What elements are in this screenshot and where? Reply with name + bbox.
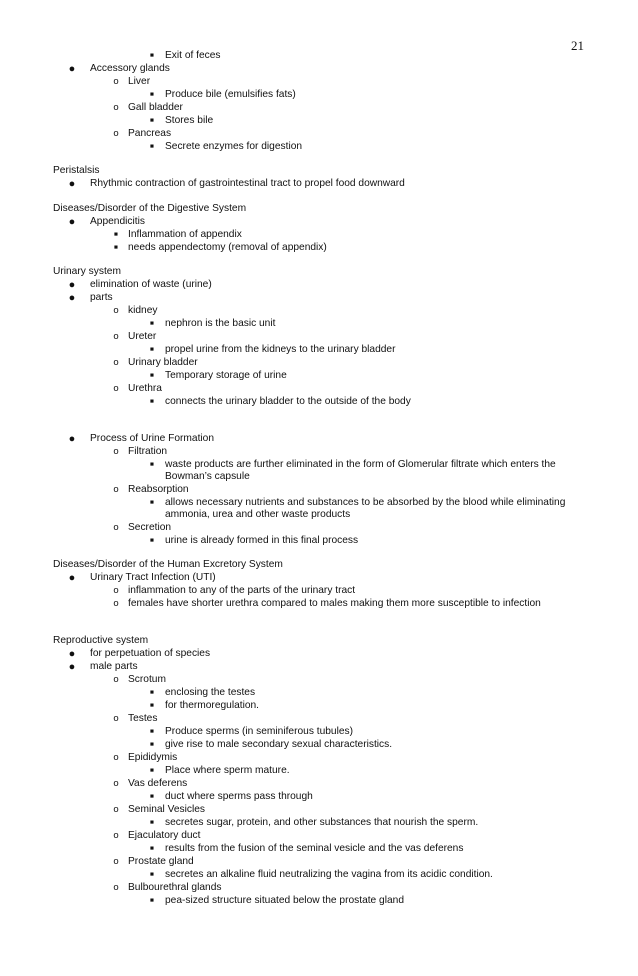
list-item-text: Liver [128,76,151,87]
list-item-text: pea-sized structure situated below the prostate gland [165,895,404,906]
section-heading: Urinary system [53,266,121,277]
square-bullet-icon: ■ [150,461,154,468]
list-item-text: Prostate gland [128,856,194,867]
list-item-text: elimination of waste (urine) [90,279,212,290]
list-item-text: Stores bile [165,115,214,126]
list-item-text: for perpetuation of species [90,648,211,659]
list-item-text: waste products are further eliminated in the form of Glomerular filtrate which enters the [165,459,556,470]
circle-bullet-icon: o [113,331,119,342]
list-item-text: Urethra [128,383,162,394]
circle-bullet-icon: o [113,674,119,685]
list-item-text: secretes sugar, protein, and other substances that nourish the sperm. [165,817,479,828]
list-item-text: Reabsorption [128,484,189,495]
square-bullet-icon: ■ [150,871,154,878]
list-item-text: Testes [128,713,158,724]
bullet-icon: ● [68,661,76,673]
bullet-icon: ● [68,433,76,445]
list-item-text: ammonia, urea and other waste products [165,509,351,520]
list-item-text: Ejaculatory duct [128,830,201,841]
square-bullet-icon: ■ [150,702,154,709]
bullet-icon: ● [68,279,76,291]
square-bullet-icon: ■ [150,793,154,800]
circle-bullet-icon: o [113,357,119,368]
list-item-text: Process of Urine Formation [90,433,214,444]
circle-bullet-icon: o [113,446,119,457]
square-bullet-icon: ■ [150,728,154,735]
square-bullet-icon: ■ [114,231,118,238]
list-item-text: Accessory glands [90,63,170,74]
circle-bullet-icon: o [113,804,119,815]
square-bullet-icon: ■ [150,143,154,150]
circle-bullet-icon: o [113,830,119,841]
list-item-text: male parts [90,661,138,672]
square-bullet-icon: ■ [150,897,154,904]
list-item-text: Epididymis [128,752,178,763]
list-item-text: Vas deferens [128,778,188,789]
list-item-text: parts [90,292,113,303]
bullet-icon: ● [68,216,76,228]
section-heading: Diseases/Disorder of the Human Excretory System [53,559,283,570]
square-bullet-icon: ■ [150,845,154,852]
list-item-text: Ureter [128,331,157,342]
list-item-text: Place where sperm mature. [165,765,290,776]
list-item-text: propel urine from the kidneys to the urinary bladder [165,344,396,355]
list-item-text: Scrotum [128,674,166,685]
circle-bullet-icon: o [113,882,119,893]
square-bullet-icon: ■ [150,320,154,327]
square-bullet-icon: ■ [150,537,154,544]
square-bullet-icon: ■ [150,819,154,826]
bullet-icon: ● [68,178,76,190]
list-item-text: give rise to male secondary sexual characteristics. [165,739,393,750]
list-item-text: enclosing the testes [165,687,256,698]
bullet-icon: ● [68,572,76,584]
list-item-text: Bulbourethral glands [128,882,222,893]
list-item-text: secretes an alkaline fluid neutralizing the vagina from its acidic condition. [165,869,493,880]
list-item-text: nephron is the basic unit [165,318,276,329]
square-bullet-icon: ■ [150,499,154,506]
list-item-text: Temporary storage of urine [165,370,287,381]
square-bullet-icon: ■ [114,244,118,251]
list-item-text: urine is already formed in this final process [165,535,359,546]
list-item-text: Produce sperms (in seminiferous tubules) [165,726,353,737]
circle-bullet-icon: o [113,383,119,394]
square-bullet-icon: ■ [150,372,154,379]
list-item-text: for thermoregulation. [165,700,260,711]
bullet-icon: ● [68,63,76,75]
list-item-text: connects the urinary bladder to the outside of the body [165,396,411,407]
square-bullet-icon: ■ [150,346,154,353]
list-item-text: Secretion [128,522,172,533]
section-heading: Reproductive system [53,635,149,646]
list-item-text: Exit of feces [165,50,221,61]
list-item-text: Seminal Vesicles [128,804,206,815]
circle-bullet-icon: o [113,585,119,596]
circle-bullet-icon: o [113,484,119,495]
square-bullet-icon: ■ [150,52,154,59]
circle-bullet-icon: o [113,856,119,867]
list-item-text: Urinary bladder [128,357,198,368]
list-item-text: kidney [128,305,158,316]
list-item-text: Gall bladder [128,102,183,113]
circle-bullet-icon: o [113,598,119,609]
list-item-text: Produce bile (emulsifies fats) [165,89,296,100]
square-bullet-icon: ■ [150,398,154,405]
page-number: 21 [571,38,584,53]
list-item-text: Rhythmic contraction of gastrointestinal tract to propel food downward [90,178,405,189]
square-bullet-icon: ■ [150,767,154,774]
list-item-text: duct where sperms pass through [165,791,313,802]
list-item-text: Filtration [128,446,168,457]
section-heading: Peristalsis [53,165,100,176]
list-item-text: Secrete enzymes for digestion [165,141,303,152]
bullet-icon: ● [68,292,76,304]
circle-bullet-icon: o [113,102,119,113]
section-heading: Diseases/Disorder of the Digestive System [53,203,247,214]
circle-bullet-icon: o [113,522,119,533]
list-item-text: Urinary Tract Infection (UTI) [90,572,216,583]
circle-bullet-icon: o [113,76,119,87]
list-item-text: inflammation to any of the parts of the urinary tract [128,585,356,596]
list-item-text: results from the fusion of the seminal vesicle and the vas deferens [165,843,464,854]
list-item-text: Pancreas [128,128,172,139]
list-item-text: females have shorter urethra compared to males making them more susceptible to infection [128,598,541,609]
list-item-text: Inflammation of appendix [128,229,242,240]
circle-bullet-icon: o [113,305,119,316]
list-item-text: allows necessary nutrients and substances to be absorbed by the blood while eliminating [165,497,566,508]
list-item-text: needs appendectomy (removal of appendix) [128,242,327,253]
square-bullet-icon: ■ [150,117,154,124]
circle-bullet-icon: o [113,752,119,763]
circle-bullet-icon: o [113,128,119,139]
list-item-text: Appendicitis [90,216,145,227]
square-bullet-icon: ■ [150,741,154,748]
circle-bullet-icon: o [113,713,119,724]
list-item-text: Bowman’s capsule [165,471,250,482]
square-bullet-icon: ■ [150,91,154,98]
bullet-icon: ● [68,648,76,660]
square-bullet-icon: ■ [150,689,154,696]
circle-bullet-icon: o [113,778,119,789]
